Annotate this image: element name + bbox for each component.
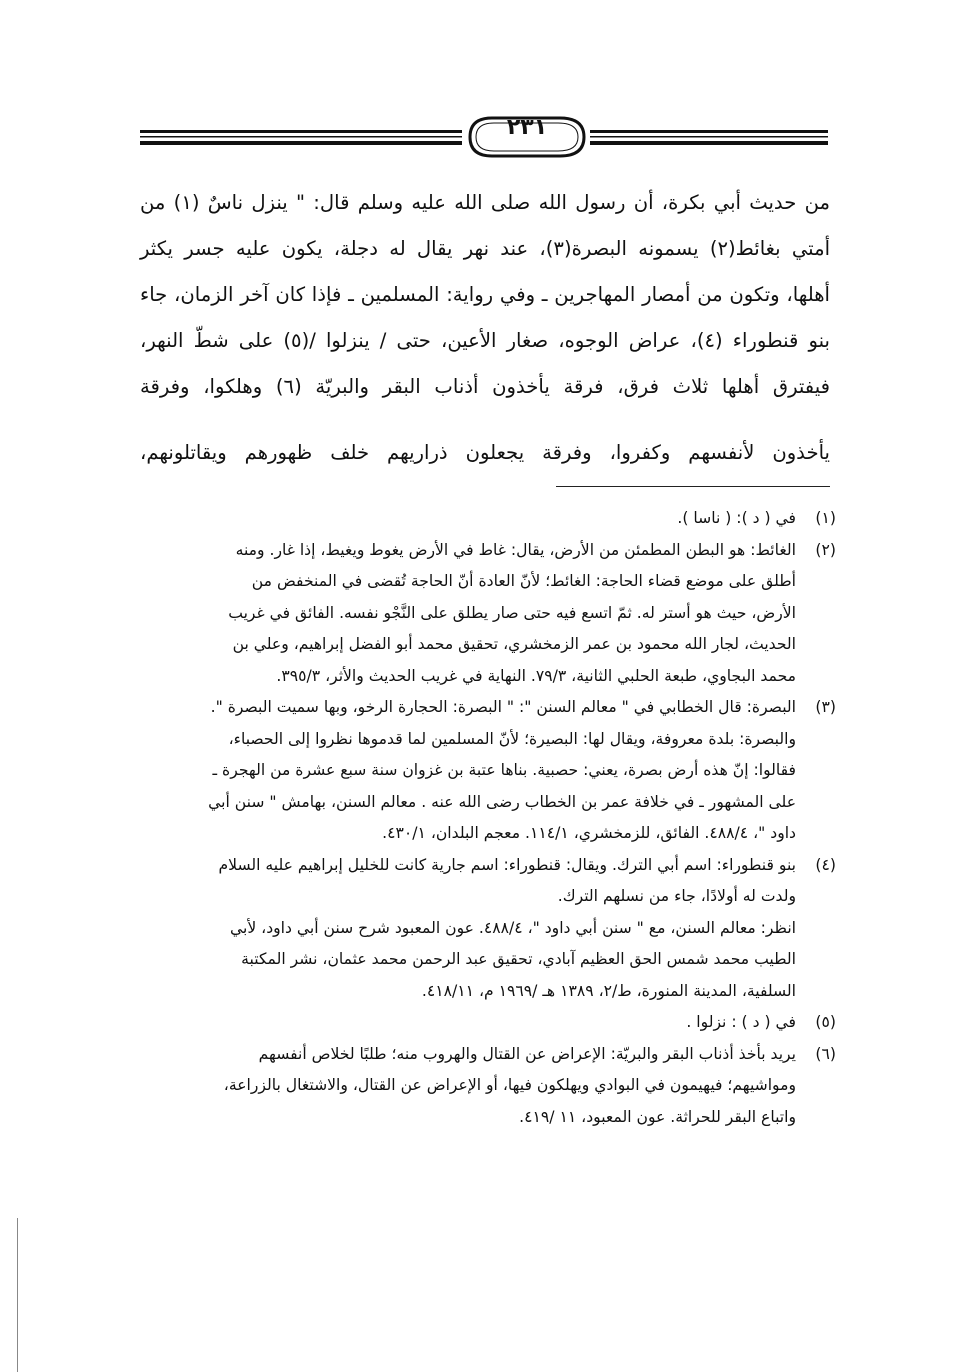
footnote-line: على المشهور ـ في خلافة عمر بن الخطاب رضى الله عنه . معالم السنن، بهامش " سنن أبي	[208, 792, 796, 811]
footnote-separator	[556, 486, 830, 487]
footnote-line: يريد بأخذ أذناب البقر والبريّة: الإعراض عن القتال والهروب منه؛ طلبًا لخلاص أنفسهم	[258, 1044, 796, 1063]
footnote-number: (٦)	[815, 1044, 836, 1063]
footnote-line: الأرض، حيث هو أستر له. ثمّ اتسع فيه حتى صار يطلق على النَّجْو نفسه. الفائق في غريب	[228, 603, 796, 622]
footnote-line: الحديث، لجار الله محمود بن عمر الزمخشري، تحقيق محمد أبو الفضل إبراهيم، وعلي بن	[232, 635, 796, 653]
footnote-line: ولدت له أولادًا، جاء من نسلهم الترك.	[557, 887, 796, 905]
footnote-number: (٣)	[815, 698, 836, 716]
scan-edge-line	[17, 1218, 18, 1372]
page-number: ٢٣١	[506, 115, 548, 140]
footnote-line: داود "، ٤٨٨/٤. الفائق، للزمخشري، ١١٤/١. معجم البلدان، ٤٣٠/١.	[382, 824, 796, 842]
body-line: من حديث أبي بكرة، أن رسول الله صلى الله عليه وسلم قال: " ينزل ناسٌ (١) من	[140, 191, 830, 214]
footnote-line: بنو قنطوراء: اسم أبي الترك. ويقال: قنطوراء: اسم جارية كانت للخليل إبراهيم عليه السلام	[218, 855, 796, 874]
footnote-line: ومواشيهم؛ فيهيمون في البوادي ويهلكون فيها، أو الإعراض عن القتال، والاشتغال بالزراعة،	[223, 1076, 796, 1094]
footnote-number: (٤)	[815, 855, 836, 874]
body-line: بنو قنطوراء (٤)، عراض الوجوه، صغار الأعين، حتى / ينزلوا /(٥) على شطّ النهر،	[140, 329, 830, 352]
footnote	[136, 503, 836, 535]
footnote-number: (١)	[815, 509, 836, 527]
footnote-line: الطيب محمد شمس الحق العظيم آبادي، تحقيق عبد الرحمن محمد عثمان، نشر المكتبة	[241, 950, 796, 968]
footnote-line: والبصرة: بلدة معروفة، ويقال لها: البصيرة؛ لأنّ المسلمين لما قدموها نظروا إلى الحصباء،	[228, 729, 796, 748]
footnote	[136, 1039, 836, 1134]
footnote	[136, 1007, 836, 1039]
footnote-number: (٢)	[815, 540, 836, 559]
footnote	[136, 692, 836, 850]
footnote	[136, 850, 836, 1008]
footnotes-section	[136, 503, 836, 1133]
footnote-line: الغائط: هو البطن المطمئن من الأرض، يقال: غاط في الأرض يغوط ويغيط، إذا غار. ومنه	[235, 540, 796, 559]
body-line: يأخذون لأنفسهم وكفروا، وفرقة يجعلون ذراريهم خلف ظهورهم ويقاتلونهم،	[140, 441, 830, 464]
footnote-line: محمد البجاوي، طبعة الحلبي الثانية، ٧٩/٣. النهاية في غريب الحديث والأثر، ٣٩٥/٣.	[276, 666, 796, 685]
body-line: فيفترق أهلها ثلاث فرق، فرقة يأخذون أذناب البقر والبريّة (٦) وهلكوا، وفرقة	[140, 375, 830, 398]
footnote-number: (٥)	[815, 1013, 836, 1031]
footnote-line: في ( د ) : نزلوا .	[686, 1013, 796, 1031]
footnote-line: البصرة: قال الخطابي في " معالم السنن ": " البصرة: الحجارة الرخو، وبها سميت البصرة ".	[210, 698, 796, 716]
footnote-line: واتباع البقر للحراثة. عون المعبود، ١١ /٤١٩.	[519, 1107, 796, 1126]
footnote-line: انظر: معالم السنن، مع " سنن أبي داود "، ٤٨٨/٤. عون المعبود شرح سنن أبي داود، لأبي	[229, 918, 796, 937]
body-line: أهلها، وتكون من أمصار المهاجرين ـ وفي رواية: المسلمين ـ فإذا كان آخر الزمان، جاء	[140, 283, 830, 306]
footnote-line: فقالوا: إنّ هذه أرض بصرة، يعني: حصبية. بناها عتبة بن غزوان سنة سبع عشرة من الهجرة ـ	[212, 761, 796, 779]
footnote-line: في ( د ): ( ناسا ).	[677, 509, 796, 527]
footnote-line: السلفية، المدينة المنورة، ط/٢، ١٣٨٩ هـ /١٩٦٩ م، ٤١٨/١١.	[421, 981, 796, 1000]
footnote	[136, 535, 836, 693]
main-body-text	[140, 180, 830, 476]
footnote-line: أطلق على موضع قضاء الحاجة: الغائط؛ لأنّ العادة أنّ الحاجة تُقضى في المنخفض من	[251, 572, 796, 590]
body-line: أمتي بغائط(٢) يسمونه البصرة(٣)، عند نهر يقال له دجلة، يكون عليه جسر يكثر	[140, 237, 831, 260]
